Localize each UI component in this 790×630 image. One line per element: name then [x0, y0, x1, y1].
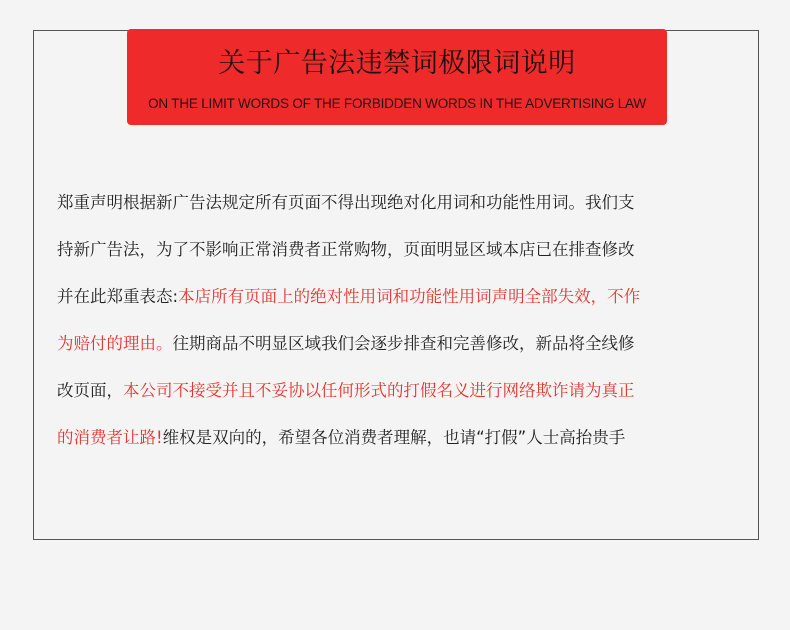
notice-line-6	[57, 414, 747, 461]
notice-text: 持新广告法，为了不影响正常消费者正常购物，页面明显区域本店已在排查修改	[57, 240, 635, 259]
notice-line-2	[57, 226, 747, 273]
notice-text: 维权是双向的，希望各位消费者理解，也请“打假”人士高抬贵手	[162, 428, 626, 447]
notice-text: 并在此郑重表态:	[57, 287, 179, 306]
notice-emphasis-text: 的消费者让路!	[57, 428, 163, 447]
notice-line-4	[57, 320, 747, 367]
notice-emphasis-text: 为赔付的理由。	[57, 334, 173, 353]
notice-text: 郑重声明根据新广告法规定所有页面不得出现绝对化用词和功能性用词。我们支	[57, 193, 635, 212]
notice-line-3	[57, 273, 747, 320]
notice-line-5	[57, 367, 747, 414]
notice-emphasis-text: 本店所有页面上的绝对性用词和功能性用词声明全部失效，不作	[178, 287, 641, 306]
banner-subtitle: ON THE LIMIT WORDS OF THE FORBIDDEN WORDS IN THE ADVERTISING LAW	[148, 96, 646, 111]
notice-line-1	[57, 179, 747, 226]
notice-body	[57, 179, 747, 461]
notice-emphasis-text: 本公司不接受并且不妥协以任何形式的打假名义进行网络欺诈请为真正	[123, 381, 635, 400]
title-banner	[127, 29, 667, 125]
notice-box	[33, 30, 759, 540]
notice-text: 往期商品不明显区域我们会逐步排查和完善修改，新品将全线修	[172, 334, 635, 353]
notice-text: 改页面，	[57, 381, 123, 400]
banner-title: 关于广告法违禁词极限词说明	[218, 48, 576, 79]
